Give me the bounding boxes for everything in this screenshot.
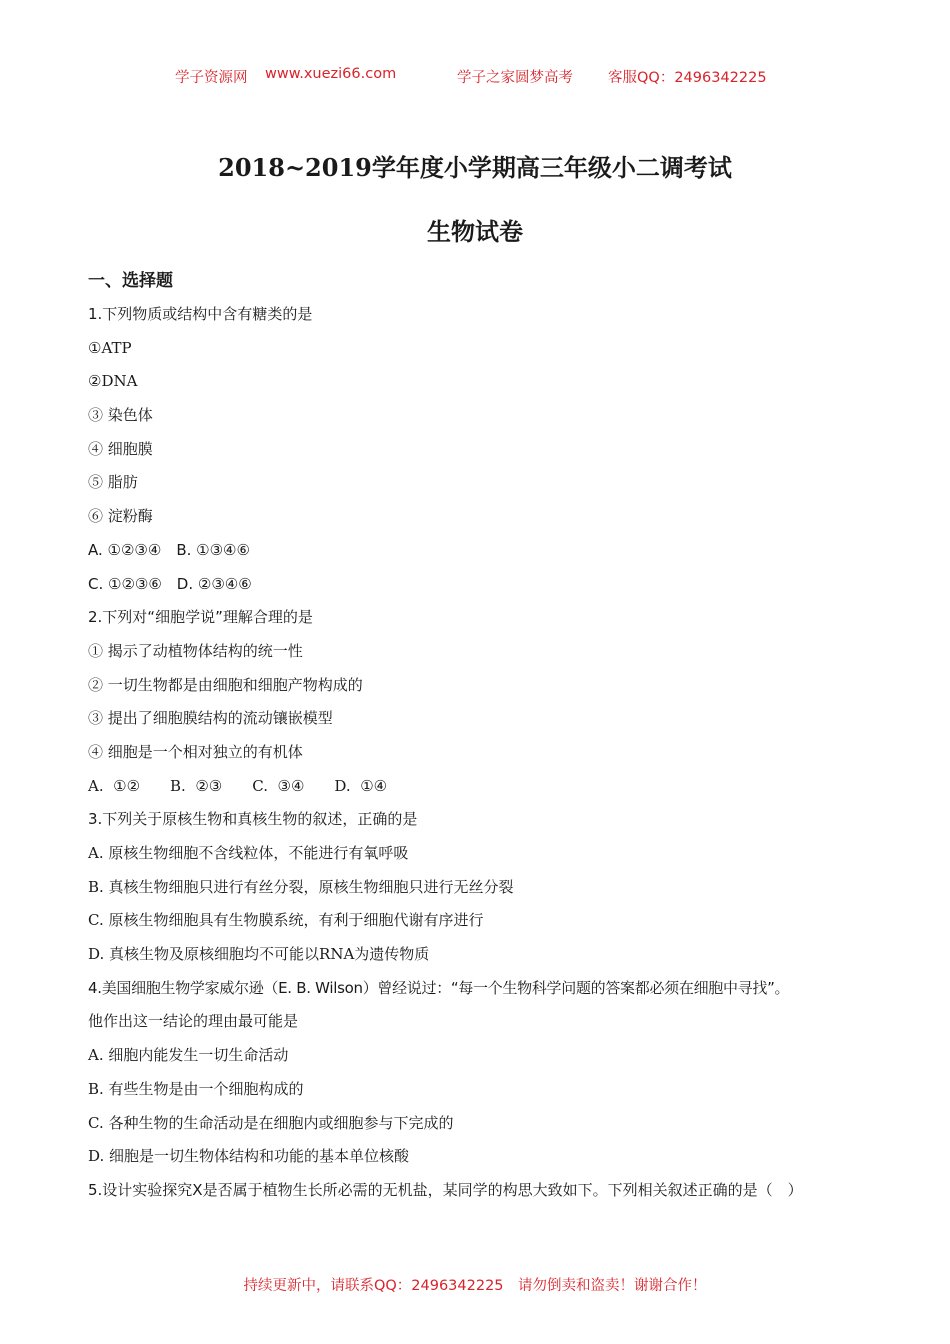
section-heading: 一、选择题 — [88, 271, 173, 291]
list-item: ③ 提出了细胞膜结构的流动镶嵌模型 — [88, 709, 333, 728]
answer-options: A. ①②③④ B. ①③④⑥ — [88, 540, 250, 559]
list-item: ①ATP — [88, 338, 132, 357]
answer-option: B. 有些生物是由一个细胞构成的 — [88, 1079, 304, 1098]
list-item: ⑤ 脂肪 — [88, 473, 138, 492]
answer-option: C. 原核生物细胞具有生物膜系统，有利于细胞代谢有序进行 — [88, 911, 484, 930]
question-list — [88, 300, 888, 1210]
exam-title: 2018~2019学年度小学期高三年级小二调考试 — [218, 153, 732, 182]
question-stem: 4.美国细胞生物学家威尔逊（E. B. Wilson）曾经说过：“每一个生物科学问题的答案都必须在细胞中寻找”。 — [88, 978, 790, 997]
answer-option: A. 细胞内能发生一切生命活动 — [88, 1046, 289, 1065]
answer-options: A. ①② B. ②③ C. ③④ D. ①④ — [88, 776, 388, 795]
list-item: ② 一切生物都是由细胞和细胞产物构成的 — [88, 675, 363, 694]
list-item: ⑥ 淀粉酶 — [88, 507, 153, 526]
site-url[interactable]: www.xuezi66.com — [265, 66, 397, 82]
answer-options: C. ①②③⑥ D. ②③④⑥ — [88, 574, 252, 593]
list-item: ②DNA — [88, 372, 138, 391]
page-header — [0, 66, 950, 90]
list-item: ① 揭示了动植物体结构的统一性 — [88, 641, 303, 660]
question-stem-continued: 他作出这一结论的理由最可能是 — [88, 1012, 299, 1031]
list-item: ④ 细胞膜 — [88, 439, 153, 458]
answer-option: D. 细胞是一切生物体结构和功能的基本单位核酸 — [88, 1147, 410, 1166]
list-item: ③ 染色体 — [88, 406, 153, 425]
site-name: 学子资源网 — [175, 70, 248, 86]
question-stem: 1.下列物质或结构中含有糖类的是 — [88, 305, 313, 323]
answer-option: C. 各种生物的生命活动是在细胞内或细胞参与下完成的 — [88, 1113, 454, 1132]
answer-option: A. 原核生物细胞不含线粒体，不能进行有氧呼吸 — [88, 844, 409, 862]
exam-subtitle: 生物试卷 — [427, 217, 523, 246]
site-slogan: 学子之家圆梦高考 — [457, 70, 573, 86]
answer-option: B. 真核生物细胞只进行有丝分裂，原核生物细胞只进行无丝分裂 — [88, 877, 514, 896]
question-stem: 3.下列关于原核生物和真核生物的叙述，正确的是 — [88, 810, 418, 829]
list-item: ④ 细胞是一个相对独立的有机体 — [88, 742, 303, 761]
page-footer: 持续更新中，请联系QQ：2496342225 请勿倒卖和盗卖！谢谢合作！ — [243, 1278, 707, 1294]
question-stem: 2.下列对“细胞学说”理解合理的是 — [88, 608, 313, 627]
answer-option: D. 真核生物及原核细胞均不可能以RNA为遗传物质 — [88, 945, 430, 964]
service-qq: 客服QQ：2496342225 — [608, 70, 767, 86]
question-stem: 5.设计实验探究X是否属于植物生长所必需的无机盐，某同学的构思大致如下。下列相关叙述正确的是（ ） — [88, 1180, 803, 1199]
